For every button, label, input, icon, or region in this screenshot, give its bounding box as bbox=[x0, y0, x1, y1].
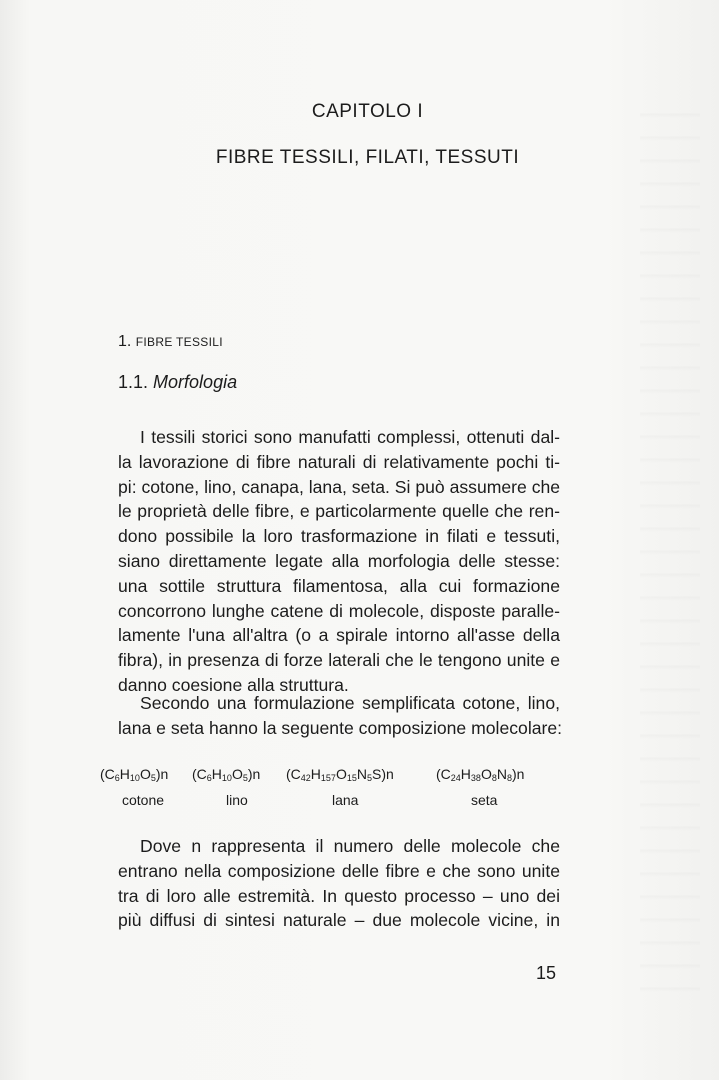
formula-label-cotone: cotone bbox=[122, 792, 165, 808]
text-line: la lavorazione di fibre naturali di relativamente pochi ti- bbox=[118, 451, 560, 472]
text-line: siano direttamente legate alla morfologia delle stesse: bbox=[118, 550, 560, 571]
text-line: dono possibile la loro trasformazione in filati e tessuti, bbox=[118, 526, 560, 547]
formula-cotone: $(C_6H_{10}O_5)n$ bbox=[100, 766, 169, 783]
subsection-title: Morfologia bbox=[153, 372, 238, 392]
text-line: lana e seta hanno la seguente composizione molecolare: bbox=[118, 717, 563, 738]
formula-lino: $(C_6H_{10}O_5)n$ bbox=[192, 766, 261, 783]
text-line: fibra), in presenza di forze laterali che le tengono unite e bbox=[118, 650, 560, 671]
chapter-title: FIBRE TESSILI, FILATI, TESSUTI bbox=[215, 147, 520, 168]
subsection-heading bbox=[118, 372, 237, 393]
text-line: Dove n rappresenta il numero delle molecole che bbox=[140, 836, 560, 856]
page-number: 15 bbox=[536, 963, 557, 983]
subsection-number: 1.1. bbox=[118, 372, 149, 392]
text-line: lamente l'una all'altra (o a spirale intorno all'asse della bbox=[118, 625, 560, 646]
text-line: danno coesione alla struttura. bbox=[118, 674, 349, 695]
formula-label-seta: seta bbox=[471, 792, 498, 808]
section-heading bbox=[118, 333, 223, 351]
text-line: I tessili storici sono manufatti complessi, ottenuti dal- bbox=[140, 427, 560, 447]
paragraph-3 bbox=[118, 834, 560, 933]
show-through-text bbox=[640, 95, 700, 995]
section-number: 1. bbox=[118, 333, 132, 350]
text-line: concorrono lunghe catene di molecole, disposte paralle- bbox=[118, 600, 560, 621]
section-title: FIBRE TESSILI bbox=[135, 335, 223, 349]
text-line: una sottile struttura filamentosa, alla cui formazione bbox=[118, 575, 560, 596]
text-line: Secondo una formulazione semplificata cotone, lino, bbox=[140, 693, 560, 713]
formula-label-lana: lana bbox=[332, 792, 359, 808]
text-line: tra di loro alle estremità. In questo processo – uno dei bbox=[118, 885, 560, 906]
text-line: pi: cotone, lino, canapa, lana, seta. Si può assumere che bbox=[118, 476, 561, 497]
formula-label-lino: lino bbox=[226, 792, 248, 808]
formula-lana: $(C_{42}H_{157}O_{15}N_5S)n$ bbox=[286, 766, 394, 783]
paragraph-2 bbox=[118, 691, 563, 741]
chapter-number: CAPITOLO I bbox=[311, 101, 424, 122]
text-line: più diffusi di sintesi naturale – due molecole vicine, in bbox=[118, 910, 560, 931]
text-line: entrano nella composizione delle fibre e che sono unite bbox=[118, 860, 560, 881]
paragraph-1 bbox=[118, 425, 560, 698]
formula-seta: $(C_{24}H_{38}O_8N_8)n$ bbox=[436, 766, 525, 783]
text-line: le proprietà delle fibre, e particolarmente quelle che ren- bbox=[118, 501, 560, 522]
